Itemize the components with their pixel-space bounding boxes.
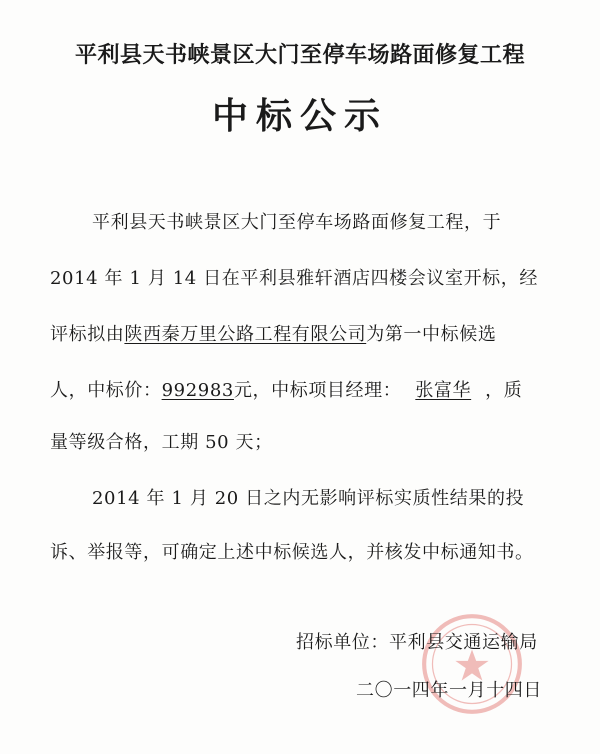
notice-date: 二〇一四年一月十四日 (356, 680, 542, 701)
paragraph-1-line-3 (50, 322, 496, 348)
text-segment: ，质 (485, 380, 523, 401)
text-segment: 评标拟由 (50, 324, 125, 345)
paragraph-1-line-2: 2014 年 1 月 14 日在平利县雅轩酒店四楼会议室开标，经 (50, 268, 538, 289)
paragraph-1-line-1: 平利县天书峡景区大门至停车场路面修复工程，于 (92, 212, 502, 233)
text-segment: 人，中标价： (50, 380, 162, 401)
paragraph-2-line-2: 诉、举报等，可确定上述中标候选人，并核发中标通知书。 (50, 542, 534, 563)
paragraph-1-line-5: 量等级合格，工期 50 天； (50, 432, 273, 453)
text-segment: 元，中标项目经理： (233, 380, 402, 401)
winning-price: 992983 (161, 380, 234, 401)
paragraph-2-line-1: 2014 年 1 月 20 日之内无影响评标实质性结果的投 (92, 488, 525, 509)
project-manager: 张富华 (415, 380, 472, 401)
tendering-unit: 招标单位：平利县交通运输局 (296, 632, 538, 653)
notice-heading: 中标公示 (211, 96, 388, 137)
project-title: 平利县天书峡景区大门至停车场路面修复工程 (74, 42, 525, 68)
winning-company: 陕西秦万里公路工程有限公司 (124, 324, 367, 345)
project-manager-field (401, 380, 485, 401)
paragraph-1-line-4 (50, 378, 522, 404)
text-segment: 为第一中标候选 (366, 324, 497, 345)
